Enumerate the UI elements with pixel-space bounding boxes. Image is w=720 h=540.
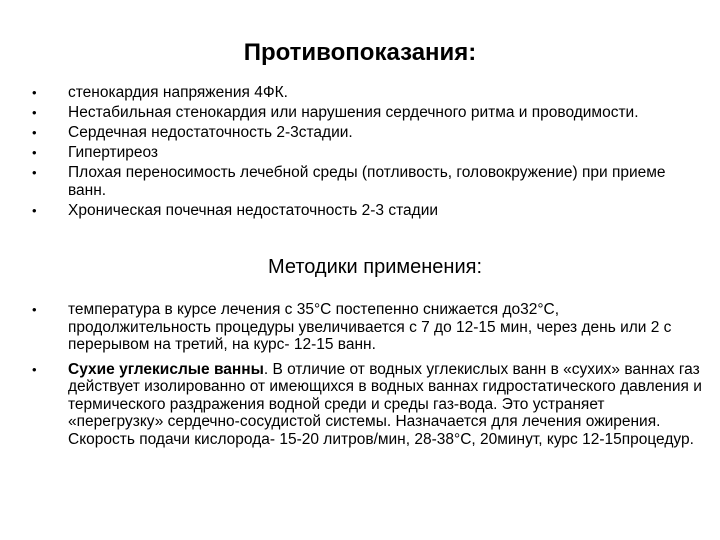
- list-item-bold-lead: Сухие углекислые ванны: [68, 360, 264, 378]
- bullet-icon: •: [32, 202, 37, 218]
- list-item: [0, 301, 720, 354]
- list-item-text: Сердечная недостаточность 2-3стадии.: [68, 124, 353, 142]
- list-item-text: Хроническая почечная недостаточность 2-3 стадии: [68, 201, 439, 219]
- list-item: [0, 361, 720, 449]
- methods-list: [0, 301, 720, 455]
- list-item: [0, 144, 720, 162]
- slide-title: Противопоказания:: [243, 39, 477, 66]
- list-item: [0, 164, 720, 199]
- bullet-icon: •: [32, 125, 37, 141]
- list-item-text: Нестабильная стенокардия или нарушения сердечного ритма и проводимости.: [68, 104, 639, 122]
- contraindications-list: [0, 84, 720, 222]
- list-item-text: температура в курсе лечения с 35°С постепенно снижается до32°С, продолжительность процедуры увеличивается с 7 до 12-15 мин, через день или 2 с перерывом на третий, на курс- 12-15 ванн.: [68, 301, 672, 353]
- bullet-icon: •: [32, 302, 37, 317]
- list-item: [0, 104, 720, 122]
- methods-heading: Методики применения:: [267, 256, 483, 278]
- bullet-icon: •: [32, 361, 37, 377]
- bullet-icon: •: [32, 105, 37, 121]
- list-item-text: . В отличие от водных углекислых ванн в «сухих» ваннах газ действует изолированно от имеющихся в водных ваннах гидростатического давления и термического раздражения водной среди и среды газ-вода. Это устраняет «перегрузку» сердечно-сосудистой системы. Назначается для лечения ожирения. Скорость подачи кислорода- 15-20 литров/мин, 28-38°С, 20минут, курс 12-15процедур.: [68, 360, 702, 448]
- list-item-text: Плохая переносимость лечебной среды (потливость, головокружение) при приеме ванн.: [68, 164, 666, 199]
- list-item-text: Гипертиреоз: [68, 144, 159, 162]
- list-item-text: стенокардия напряжения 4ФК.: [68, 84, 288, 101]
- list-item: [0, 202, 720, 220]
- bullet-icon: •: [32, 165, 37, 181]
- list-item: [0, 84, 720, 102]
- bullet-icon: •: [32, 85, 37, 100]
- bullet-icon: •: [32, 145, 37, 161]
- list-item: [0, 124, 720, 142]
